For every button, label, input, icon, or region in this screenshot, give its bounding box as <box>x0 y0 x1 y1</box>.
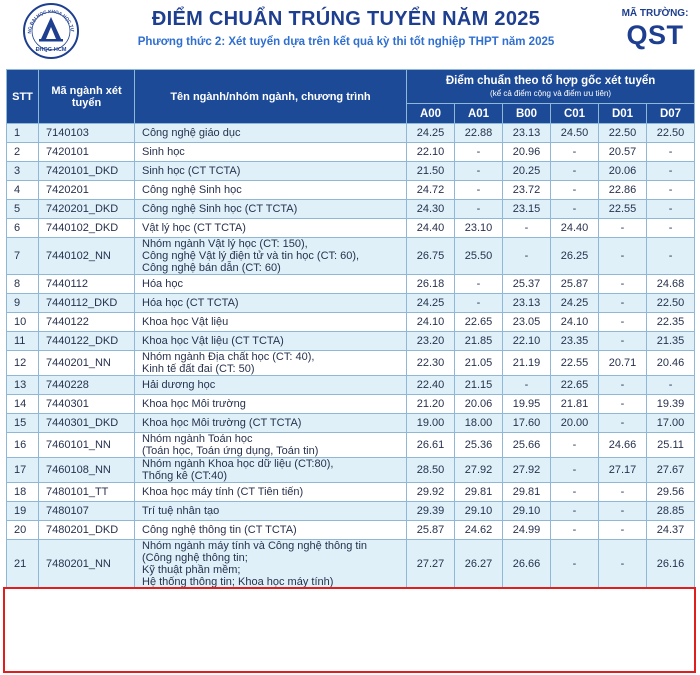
score-c01: - <box>551 433 599 458</box>
score-c01: - <box>551 181 599 200</box>
score-d01: - <box>599 414 647 433</box>
row-program-code: 7440301 <box>39 395 135 414</box>
score-c01: 26.25 <box>551 238 599 275</box>
score-d01: 24.66 <box>599 433 647 458</box>
row-program-code: 7440122_DKD <box>39 332 135 351</box>
score-b00: 25.66 <box>503 433 551 458</box>
row-stt: 7 <box>7 238 39 275</box>
header-program-name: Tên ngành/nhóm ngành, chương trình <box>135 70 407 124</box>
score-a01: 20.06 <box>455 395 503 414</box>
score-c01: 24.25 <box>551 294 599 313</box>
row-program-name <box>135 143 407 162</box>
score-d07: 22.50 <box>647 124 695 143</box>
score-d01: - <box>599 395 647 414</box>
program-name-line: (Toán học, Toán ứng dụng, Toán tin) <box>142 445 319 457</box>
table-row <box>7 433 695 458</box>
program-name-line: Nhóm ngành Vật lý học (CT: 150), <box>142 238 308 250</box>
score-d01: - <box>599 219 647 238</box>
header-combo-a00: A00 <box>407 104 455 124</box>
table-row <box>7 540 695 589</box>
score-a01: 22.88 <box>455 124 503 143</box>
score-d07: 29.56 <box>647 483 695 502</box>
score-a01: 24.62 <box>455 521 503 540</box>
header-program-code: Mã ngành xét tuyển <box>39 70 135 124</box>
row-program-name <box>135 521 407 540</box>
score-a00: 27.27 <box>407 540 455 589</box>
row-stt: 12 <box>7 351 39 376</box>
score-a01: 29.81 <box>455 483 503 502</box>
score-a00: 24.25 <box>407 294 455 313</box>
score-d01: - <box>599 483 647 502</box>
score-a01: - <box>455 275 503 294</box>
university-logo-icon <box>22 2 80 60</box>
row-program-code: 7440112_DKD <box>39 294 135 313</box>
table-row <box>7 332 695 351</box>
highlight-box <box>3 587 696 673</box>
score-b00: 23.13 <box>503 294 551 313</box>
page-header <box>0 0 700 66</box>
score-b00: 29.10 <box>503 502 551 521</box>
program-name-line: Khoa học Môi trường <box>142 398 246 410</box>
row-stt: 9 <box>7 294 39 313</box>
program-name-line: Nhóm ngành Địa chất học (CT: 40), <box>142 351 315 363</box>
page-title: ĐIỂM CHUẨN TRÚNG TUYỂN NĂM 2025 <box>151 8 541 30</box>
score-d07: 24.68 <box>647 275 695 294</box>
score-b00: 23.05 <box>503 313 551 332</box>
score-b00: - <box>503 376 551 395</box>
score-b00: - <box>503 219 551 238</box>
page-subtitle: Phương thức 2: Xét tuyển dựa trên kết quả kỳ thi tốt nghiệp THPT năm 2025 <box>137 36 555 48</box>
table-row <box>7 502 695 521</box>
score-d07: 28.85 <box>647 502 695 521</box>
score-d07: - <box>647 376 695 395</box>
row-program-name <box>135 433 407 458</box>
row-program-code: 7440112 <box>39 275 135 294</box>
table-row <box>7 313 695 332</box>
table-row <box>7 200 695 219</box>
score-a00: 24.25 <box>407 124 455 143</box>
logo-ring-text: NG ĐẠI HỌC KHOA HỌC TỰ <box>26 8 76 34</box>
score-c01: 23.35 <box>551 332 599 351</box>
school-code-label: MÃ TRƯỜNG: <box>621 8 689 19</box>
row-program-code: 7140103 <box>39 124 135 143</box>
score-a00: 24.30 <box>407 200 455 219</box>
header-combo-b00: B00 <box>503 104 551 124</box>
score-a01: 21.85 <box>455 332 503 351</box>
header-score-group <box>407 70 695 104</box>
row-stt: 15 <box>7 414 39 433</box>
row-program-code: 7440122 <box>39 313 135 332</box>
score-b00: 20.25 <box>503 162 551 181</box>
score-b00: 24.99 <box>503 521 551 540</box>
row-program-name <box>135 483 407 502</box>
score-a01: - <box>455 162 503 181</box>
program-name-line: Công nghệ bán dẫn (CT: 60) <box>142 262 281 274</box>
score-a01: - <box>455 143 503 162</box>
program-name-line: Khoa học Vật liệu (CT TCTA) <box>142 335 284 347</box>
score-d01: 22.50 <box>599 124 647 143</box>
program-name-line: Nhóm ngành Toán học <box>142 433 253 445</box>
header-stt: STT <box>7 70 39 124</box>
score-a01: 23.10 <box>455 219 503 238</box>
school-code: QST <box>626 20 684 50</box>
score-a00: 26.61 <box>407 433 455 458</box>
row-program-name <box>135 124 407 143</box>
score-a00: 21.50 <box>407 162 455 181</box>
table-row <box>7 395 695 414</box>
score-c01: 22.65 <box>551 376 599 395</box>
score-a00: 28.50 <box>407 458 455 483</box>
score-a00: 24.40 <box>407 219 455 238</box>
score-d07: 27.67 <box>647 458 695 483</box>
program-name-line: Công nghệ Sinh học (CT TCTA) <box>142 203 298 215</box>
program-name-line: Kinh tế đất đai (CT: 50) <box>142 363 255 375</box>
score-b00: 25.37 <box>503 275 551 294</box>
table-row <box>7 294 695 313</box>
row-stt: 13 <box>7 376 39 395</box>
score-d07: 24.37 <box>647 521 695 540</box>
score-d07: - <box>647 162 695 181</box>
score-b00: 26.66 <box>503 540 551 589</box>
program-name-line: Thống kê (CT:40) <box>142 470 227 482</box>
score-a01: 26.27 <box>455 540 503 589</box>
table-row <box>7 181 695 200</box>
score-d07: 22.35 <box>647 313 695 332</box>
row-program-name <box>135 275 407 294</box>
row-program-name <box>135 181 407 200</box>
table-row <box>7 124 695 143</box>
row-stt: 21 <box>7 540 39 589</box>
score-a00: 24.10 <box>407 313 455 332</box>
row-program-code: 7460108_NN <box>39 458 135 483</box>
score-b00: - <box>503 238 551 275</box>
program-name-line: Khoa học Môi trường (CT TCTA) <box>142 417 302 429</box>
score-a01: - <box>455 181 503 200</box>
row-stt: 3 <box>7 162 39 181</box>
score-d01: - <box>599 502 647 521</box>
score-a01: 21.15 <box>455 376 503 395</box>
table-row <box>7 351 695 376</box>
score-b00: 20.96 <box>503 143 551 162</box>
score-c01: 20.00 <box>551 414 599 433</box>
row-program-code: 7480201_NN <box>39 540 135 589</box>
header-combo-d07: D07 <box>647 104 695 124</box>
score-d01: - <box>599 540 647 589</box>
score-d01: - <box>599 238 647 275</box>
score-a00: 25.87 <box>407 521 455 540</box>
program-name-line: Hải dương học <box>142 379 216 391</box>
score-d07: - <box>647 143 695 162</box>
row-program-name <box>135 351 407 376</box>
row-program-code: 7420201 <box>39 181 135 200</box>
score-d07: 26.16 <box>647 540 695 589</box>
score-d07: 17.00 <box>647 414 695 433</box>
score-d07: 22.50 <box>647 294 695 313</box>
table-row <box>7 219 695 238</box>
score-b00: 19.95 <box>503 395 551 414</box>
score-d01: 20.71 <box>599 351 647 376</box>
table-row <box>7 275 695 294</box>
score-d07: - <box>647 181 695 200</box>
score-c01: 22.55 <box>551 351 599 376</box>
row-program-code: 7440201_NN <box>39 351 135 376</box>
score-a01: 18.00 <box>455 414 503 433</box>
row-program-name <box>135 200 407 219</box>
score-a01: 27.92 <box>455 458 503 483</box>
row-program-code: 7460101_NN <box>39 433 135 458</box>
score-c01: 24.50 <box>551 124 599 143</box>
row-stt: 5 <box>7 200 39 219</box>
row-stt: 10 <box>7 313 39 332</box>
score-d07: - <box>647 219 695 238</box>
score-d07: - <box>647 238 695 275</box>
score-d01: 27.17 <box>599 458 647 483</box>
score-a00: 23.20 <box>407 332 455 351</box>
score-b00: 21.19 <box>503 351 551 376</box>
score-c01: - <box>551 483 599 502</box>
row-stt: 1 <box>7 124 39 143</box>
logo-caption: ĐHQG-HCM <box>35 47 67 53</box>
table-row <box>7 414 695 433</box>
header-combo-c01: C01 <box>551 104 599 124</box>
row-program-name <box>135 313 407 332</box>
row-program-code: 7480107 <box>39 502 135 521</box>
score-d01: 22.55 <box>599 200 647 219</box>
program-name-line: Khoa học máy tính (CT Tiên tiến) <box>142 486 304 498</box>
program-name-line: Công nghệ Vật lý điện tử và tin học (CT: 60), <box>142 250 360 262</box>
row-program-code: 7480201_DKD <box>39 521 135 540</box>
score-group-note: (kể cả điểm cộng và điểm ưu tiên) <box>490 89 612 98</box>
program-name-line: Hệ thống thông tin; Khoa học máy tính) <box>142 576 334 588</box>
program-name-line: Trí tuệ nhân tạo <box>142 505 220 517</box>
row-program-code: 7440301_DKD <box>39 414 135 433</box>
row-stt: 20 <box>7 521 39 540</box>
score-a01: 29.10 <box>455 502 503 521</box>
row-stt: 2 <box>7 143 39 162</box>
header-combo-a01: A01 <box>455 104 503 124</box>
score-b00: 17.60 <box>503 414 551 433</box>
row-stt: 11 <box>7 332 39 351</box>
score-a00: 26.18 <box>407 275 455 294</box>
row-program-name <box>135 502 407 521</box>
program-name-line: (Công nghệ thông tin; <box>142 552 248 564</box>
score-d07: 20.46 <box>647 351 695 376</box>
score-a00: 22.40 <box>407 376 455 395</box>
score-d01: - <box>599 376 647 395</box>
row-program-code: 7420201_DKD <box>39 200 135 219</box>
row-stt: 6 <box>7 219 39 238</box>
row-program-code: 7420101 <box>39 143 135 162</box>
score-d01: 22.86 <box>599 181 647 200</box>
program-name-line: Hóa học <box>142 278 183 290</box>
row-program-code: 7440102_DKD <box>39 219 135 238</box>
row-program-code: 7440228 <box>39 376 135 395</box>
score-a00: 24.72 <box>407 181 455 200</box>
score-a00: 19.00 <box>407 414 455 433</box>
score-d07: 25.11 <box>647 433 695 458</box>
score-d01: - <box>599 332 647 351</box>
program-name-line: Công nghệ giáo dục <box>142 127 241 139</box>
score-a01: 21.05 <box>455 351 503 376</box>
table-row <box>7 483 695 502</box>
score-a00: 29.92 <box>407 483 455 502</box>
score-b00: 23.13 <box>503 124 551 143</box>
score-d01: 20.06 <box>599 162 647 181</box>
score-b00: 22.10 <box>503 332 551 351</box>
score-group-title: Điểm chuẩn theo tổ hợp gốc xét tuyển <box>445 75 656 87</box>
score-c01: - <box>551 143 599 162</box>
row-program-name <box>135 238 407 275</box>
score-c01: - <box>551 502 599 521</box>
program-name-line: Công nghệ thông tin (CT TCTA) <box>142 524 297 536</box>
score-d01: - <box>599 275 647 294</box>
header-combo-d01: D01 <box>599 104 647 124</box>
row-stt: 17 <box>7 458 39 483</box>
score-c01: - <box>551 540 599 589</box>
score-a01: 25.50 <box>455 238 503 275</box>
score-c01: 25.87 <box>551 275 599 294</box>
program-name-line: Sinh học (CT TCTA) <box>142 165 241 177</box>
score-a01: - <box>455 294 503 313</box>
score-c01: 24.40 <box>551 219 599 238</box>
score-b00: 23.15 <box>503 200 551 219</box>
score-d01: - <box>599 521 647 540</box>
program-name-line: Nhóm ngành máy tính và Công nghệ thông tin <box>142 540 368 552</box>
score-c01: - <box>551 458 599 483</box>
row-stt: 4 <box>7 181 39 200</box>
score-a01: 22.65 <box>455 313 503 332</box>
score-d01: - <box>599 294 647 313</box>
row-program-name <box>135 219 407 238</box>
admission-scores-table <box>6 69 695 589</box>
score-c01: 21.81 <box>551 395 599 414</box>
score-d07: - <box>647 200 695 219</box>
program-name-line: Kỹ thuật phần mềm; <box>142 564 241 576</box>
score-a00: 22.10 <box>407 143 455 162</box>
row-program-name <box>135 414 407 433</box>
score-a00: 26.75 <box>407 238 455 275</box>
table-row <box>7 238 695 275</box>
score-a00: 21.20 <box>407 395 455 414</box>
row-program-name <box>135 332 407 351</box>
table-row <box>7 458 695 483</box>
table-row <box>7 521 695 540</box>
row-stt: 14 <box>7 395 39 414</box>
row-program-name <box>135 376 407 395</box>
table-row <box>7 162 695 181</box>
score-a01: 25.36 <box>455 433 503 458</box>
score-c01: - <box>551 200 599 219</box>
score-d07: 19.39 <box>647 395 695 414</box>
score-b00: 23.72 <box>503 181 551 200</box>
row-program-code: 7480101_TT <box>39 483 135 502</box>
row-program-name <box>135 540 407 589</box>
score-a00: 22.30 <box>407 351 455 376</box>
score-a01: - <box>455 200 503 219</box>
program-name-line: Vật lý học (CT TCTA) <box>142 222 246 234</box>
score-d01: 20.57 <box>599 143 647 162</box>
row-stt: 16 <box>7 433 39 458</box>
program-name-line: Nhóm ngành Khoa học dữ liệu (CT:80), <box>142 458 334 470</box>
score-c01: - <box>551 521 599 540</box>
row-stt: 19 <box>7 502 39 521</box>
score-b00: 27.92 <box>503 458 551 483</box>
score-d01: - <box>599 313 647 332</box>
row-program-name <box>135 162 407 181</box>
score-c01: 24.10 <box>551 313 599 332</box>
program-name-line: Khoa học Vật liệu <box>142 316 229 328</box>
row-stt: 18 <box>7 483 39 502</box>
row-program-code: 7440102_NN <box>39 238 135 275</box>
program-name-line: Công nghệ Sinh học <box>142 184 242 196</box>
row-stt: 8 <box>7 275 39 294</box>
row-program-name <box>135 395 407 414</box>
program-name-line: Hóa học (CT TCTA) <box>142 297 239 309</box>
row-program-name <box>135 294 407 313</box>
score-b00: 29.81 <box>503 483 551 502</box>
program-name-line: Sinh học <box>142 146 185 158</box>
row-program-name <box>135 458 407 483</box>
table-row <box>7 376 695 395</box>
score-c01: - <box>551 162 599 181</box>
score-d07: 21.35 <box>647 332 695 351</box>
score-a00: 29.39 <box>407 502 455 521</box>
table-row <box>7 143 695 162</box>
row-program-code: 7420101_DKD <box>39 162 135 181</box>
